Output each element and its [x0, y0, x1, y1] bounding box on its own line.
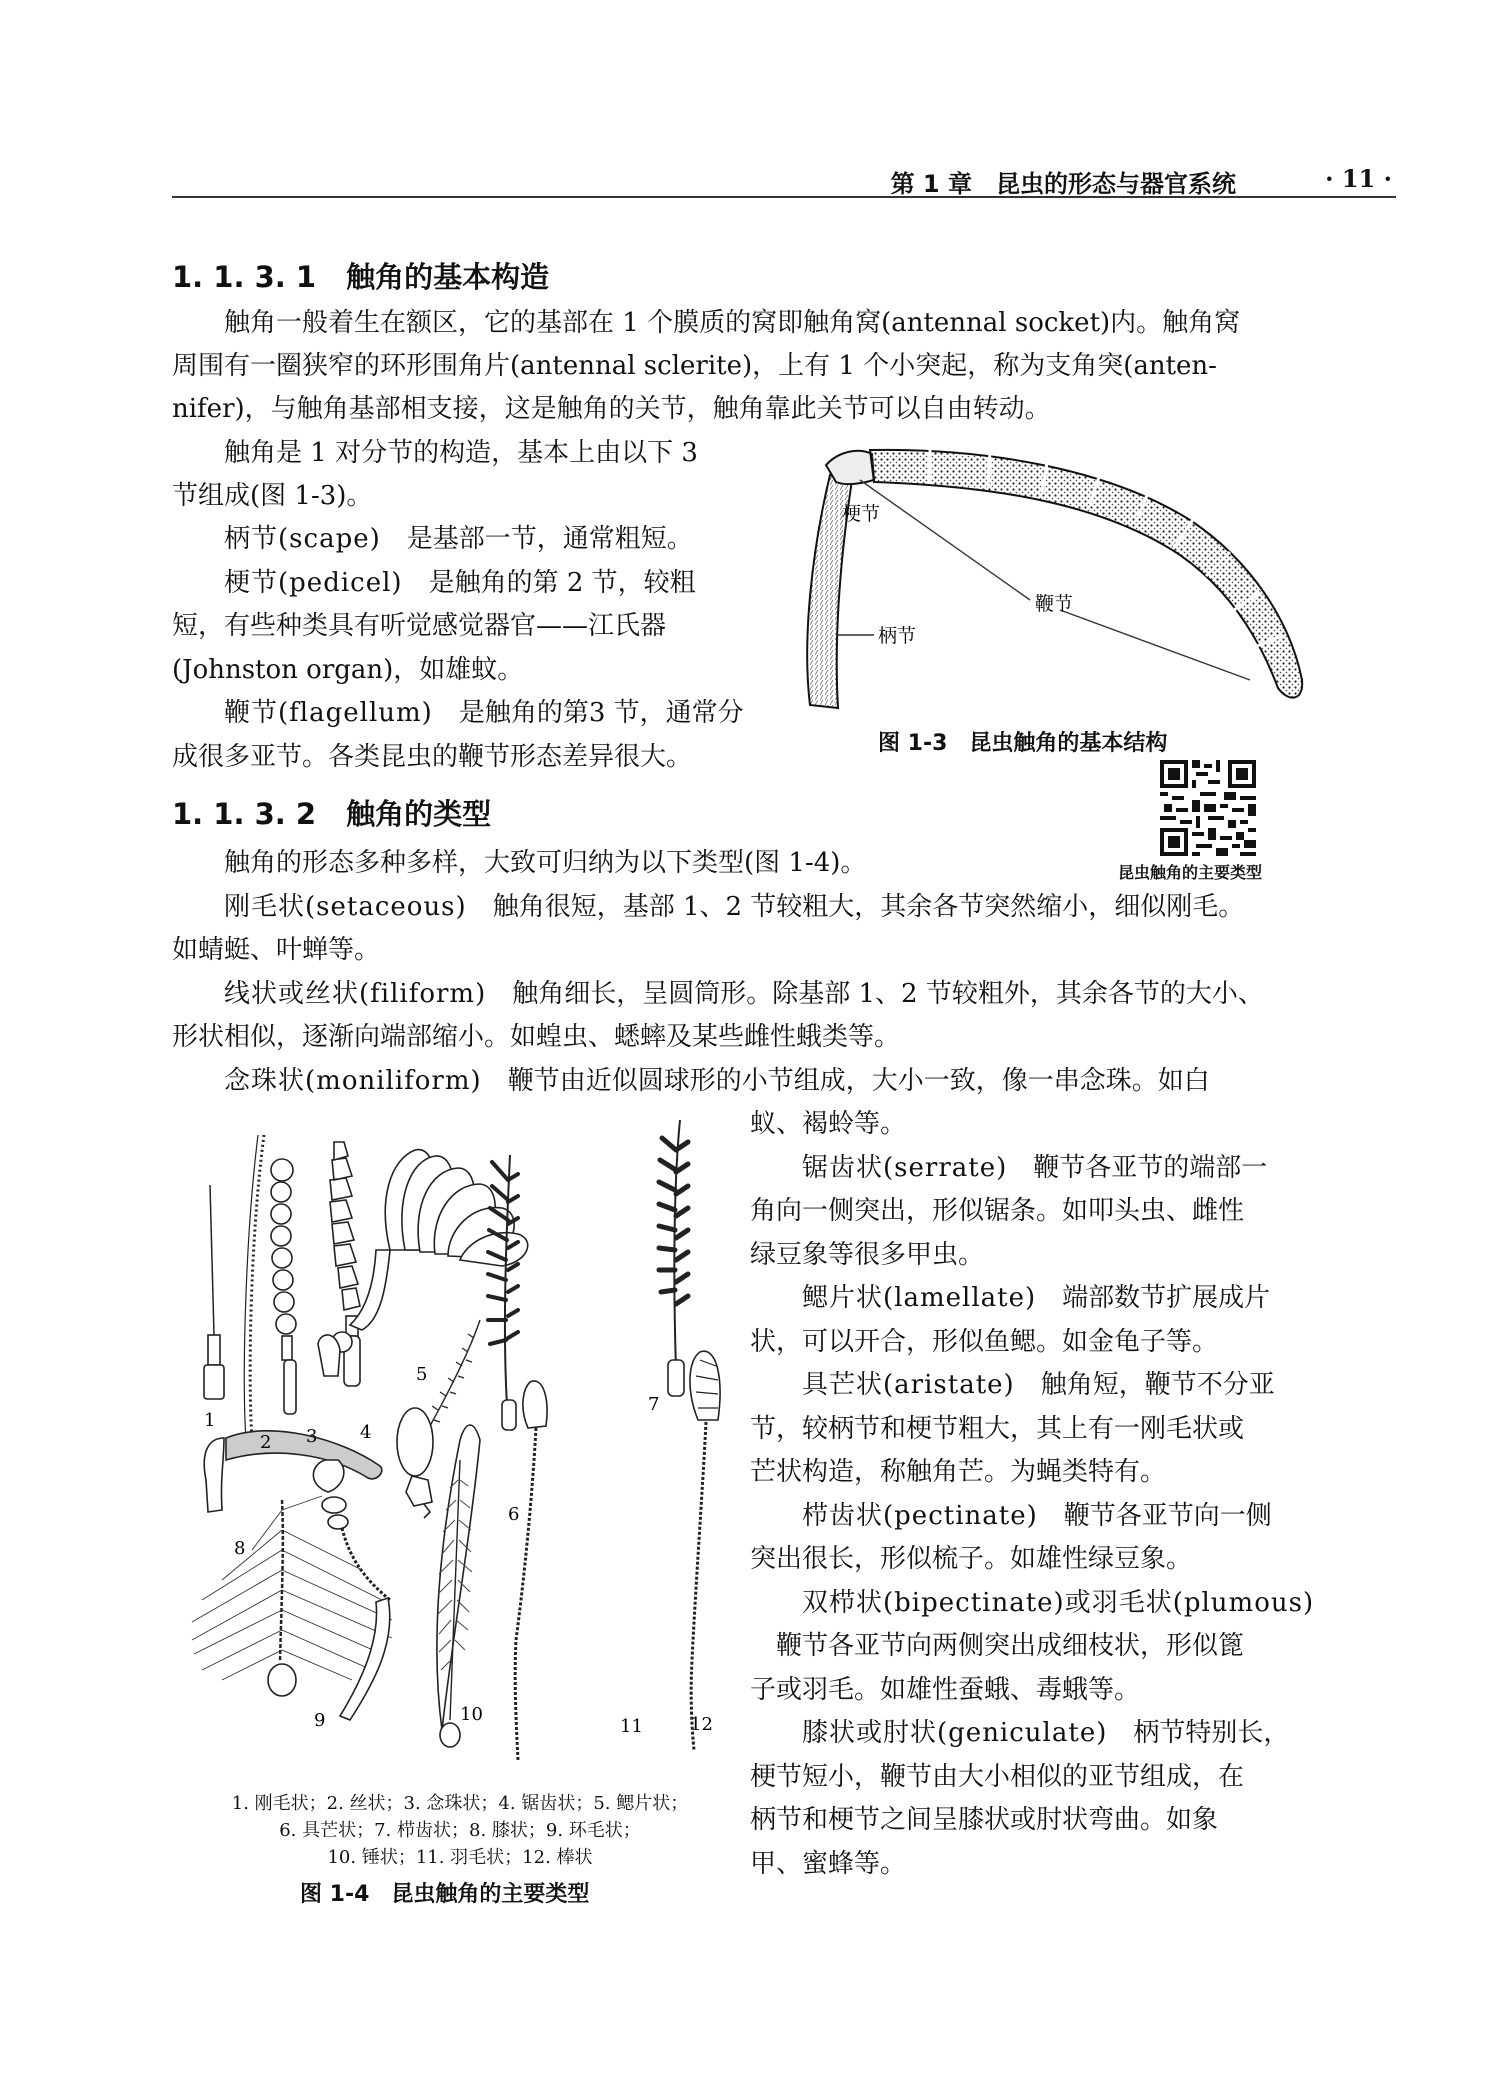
fig-label-7: 7 [648, 1394, 660, 1415]
figure-1-4-right-antennae [560, 1120, 740, 1790]
antenna-plumose [437, 1425, 480, 1747]
term-label: 念珠状(moniliform) [224, 1066, 482, 1096]
antenna-pectinate-right [659, 1120, 688, 1396]
fig-label-12: 12 [690, 1714, 713, 1735]
section-heading-1 [172, 255, 549, 296]
antenna-geniculate [204, 1431, 382, 1512]
paragraph-line: 柄节和梗节之间呈膝状或肘状弯曲。如象 [750, 1805, 1219, 1835]
figure-1-4-caption: 图 1-4 昆虫触角的主要类型 [300, 1882, 590, 1907]
term-label: 栉齿状(pectinate) [802, 1501, 1038, 1531]
term-label: 膝状或肘状(geniculate) [802, 1718, 1108, 1748]
definition-aristate [750, 1364, 1275, 1406]
term-label: 梗节(pedicel) [224, 568, 403, 598]
section-heading-2 [172, 792, 491, 833]
fig-label-6: 6 [508, 1504, 520, 1525]
term-label: 鞭节(flagellum) [224, 698, 433, 728]
running-header [172, 162, 1396, 198]
paragraph-line: 角向一侧突出，形似锯条。如叩头虫、雌性 [750, 1196, 1245, 1226]
antenna-capitate [313, 1460, 390, 1720]
figure-1-4-legend [180, 1790, 740, 1871]
antenna-moniliform [271, 1159, 296, 1414]
definition-lamellate [750, 1277, 1270, 1319]
term-label: 锯齿状(serrate) [802, 1153, 1008, 1183]
antenna-circumfringed [192, 1496, 392, 1696]
paragraph-line: nifer)，与触角基部相支接，这是触角的关节，触角靠此关节可以自由转动。 [172, 394, 1051, 424]
paragraph-line: 形状相似，逐渐向端部缩小。如蝗虫、蟋蟀及某些雌性蛾类等。 [172, 1022, 901, 1052]
figure-1-3-illustration [790, 440, 1320, 730]
section-number: 1. 1. 3. 2 [172, 797, 317, 831]
paragraph-line: 短，有些种类具有听觉感觉器官——江氏器 [172, 611, 667, 641]
term-desc: 鞭节各亚节向一侧 [1063, 1501, 1272, 1531]
definition-pedicel [172, 562, 696, 604]
page-number: · 11 · [1325, 164, 1392, 193]
figure-1-3-caption: 图 1-3 昆虫触角的基本结构 [878, 731, 1168, 756]
paragraph-line: 触角是 1 对分节的构造，基本上由以下 3 [172, 438, 698, 468]
label-scape: 柄节 [878, 625, 917, 647]
paragraph-line: 如蜻蜓、叶蝉等。 [172, 935, 381, 965]
paragraph-line: 成很多亚节。各类昆虫的鞭节形态差异很大。 [172, 742, 693, 772]
antenna-filiform [240, 1135, 264, 1450]
paragraph-line: 子或羽毛。如雄性蚕蛾、毒蛾等。 [750, 1675, 1141, 1705]
legend-line: 10. 锤状；11. 羽毛状；12. 棒状 [327, 1847, 593, 1868]
definition-geniculate [750, 1712, 1289, 1754]
definition-moniliform [172, 1060, 1210, 1102]
fig-label-11: 11 [620, 1716, 643, 1737]
leader-line [1060, 610, 1250, 680]
flagellum-segment [870, 450, 1302, 698]
paragraph-line: 芒状构造，称触角芒。为蝇类特有。 [750, 1457, 1167, 1487]
term-label: 线状或丝状(filiform) [224, 979, 487, 1009]
term-desc: 触角细长，呈圆筒形。除基部 1、2 节较粗外，其余各节的大小、 [512, 979, 1264, 1009]
label-flagellum: 鞭节 [1035, 593, 1074, 615]
definition-pectinate [750, 1495, 1272, 1537]
fig-label-1: 1 [204, 1410, 216, 1431]
paragraph-line: 触角一般着生在额区，它的基部在 1 个膜质的窝即触角窝(antennal socket)内。触角窝 [172, 308, 1241, 338]
section-title: 触角的基本构造 [346, 260, 550, 294]
paragraph-line: 突出很长，形似梳子。如雄性绿豆象。 [750, 1544, 1193, 1574]
fig-label-4: 4 [360, 1422, 372, 1443]
fig-label-3: 3 [306, 1426, 318, 1447]
antenna-clavate [515, 1381, 547, 1760]
term-label: 鳃片状(lamellate) [802, 1283, 1037, 1313]
term-desc: 端部数节扩展成片 [1062, 1283, 1271, 1313]
paragraph-line: 触角的形态多种多样，大致可归纳为以下类型(图 1-4)。 [172, 848, 867, 878]
section-title: 触角的类型 [346, 797, 492, 831]
term-desc: 鞭节由近似圆球形的小节组成，大小一致，像一串念珠。如白 [507, 1066, 1210, 1096]
term-desc: 触角短，鞭节不分亚 [1040, 1370, 1275, 1400]
fig-label-5: 5 [416, 1364, 428, 1385]
term-desc: 触角很短，基部 1、2 节较粗大，其余各节突然缩小，细似刚毛。 [492, 892, 1245, 922]
fig-label-8: 8 [234, 1538, 246, 1559]
term-desc: 鞭节各亚节的端部一 [1033, 1153, 1268, 1183]
paragraph-line: 节组成(图 1-3)。 [172, 481, 373, 511]
paragraph-line: 周围有一圈狭窄的环形围角片(antennal sclerite)，上有 1 个小突起，称为支角突(anten- [172, 351, 1217, 381]
term-label: 具芒状(aristate) [802, 1370, 1015, 1400]
term-desc: 柄节特别长， [1133, 1718, 1290, 1748]
definition-scape [172, 518, 693, 560]
definition-setaceous [172, 886, 1244, 928]
fig-label-10: 10 [460, 1704, 483, 1725]
pedicel-segment [826, 451, 874, 484]
section-number: 1. 1. 3. 1 [172, 260, 317, 294]
qr-caption: 昆虫触角的主要类型 [1118, 863, 1263, 882]
term-label: 双栉状(bipectinate)或羽毛状(plumous) [802, 1588, 1315, 1618]
term-desc: 是触角的第 2 节，较粗 [428, 568, 696, 598]
definition-flagellum [172, 692, 744, 734]
term-desc: 是基部一节，通常粗短。 [406, 524, 693, 554]
paragraph-line: 蚁、褐蛉等。 [750, 1109, 907, 1139]
term-label: 刚毛状(setaceous) [224, 892, 467, 922]
fig-label-2: 2 [260, 1432, 272, 1453]
legend-line: 1. 刚毛状；2. 丝状；3. 念珠状；4. 锯齿状；5. 鳃片状； [231, 1793, 689, 1814]
legend-line: 6. 具芒状；7. 栉齿状；8. 膝状；9. 环毛状； [279, 1820, 641, 1841]
paragraph-line: 绿豆象等很多甲虫。 [750, 1240, 985, 1270]
paragraph-line: 梗节短小，鞭节由大小相似的亚节组成，在 [750, 1762, 1245, 1792]
paragraph-line: (Johnston organ)，如雄蚊。 [172, 655, 524, 685]
leader-line [860, 480, 1030, 600]
running-head: 第 1 章 昆虫的形态与器官系统 [890, 170, 1236, 198]
term-desc: 是触角的第3 节，通常分 [458, 698, 744, 728]
definition-filiform [172, 973, 1264, 1015]
definition-serrate [750, 1147, 1267, 1189]
qr-code-icon[interactable] [1160, 760, 1256, 856]
fig-label-9: 9 [314, 1710, 326, 1731]
paragraph-line: 状，可以开合，形似鱼鳃。如金龟子等。 [750, 1327, 1219, 1357]
antenna-clavate-right [690, 1351, 720, 1750]
antenna-setaceous [204, 1185, 224, 1399]
definition-bipectinate [750, 1582, 1314, 1624]
paragraph-line: 甲、蜜蜂等。 [750, 1849, 907, 1879]
paragraph-line: 节，较柄节和梗节粗大，其上有一刚毛状或 [750, 1414, 1245, 1444]
paragraph-line: 鞭节各亚节向两侧突出成细枝状，形似篦 [750, 1631, 1245, 1661]
term-label: 柄节(scape) [224, 524, 381, 554]
label-pedicel: 梗节 [842, 503, 881, 525]
